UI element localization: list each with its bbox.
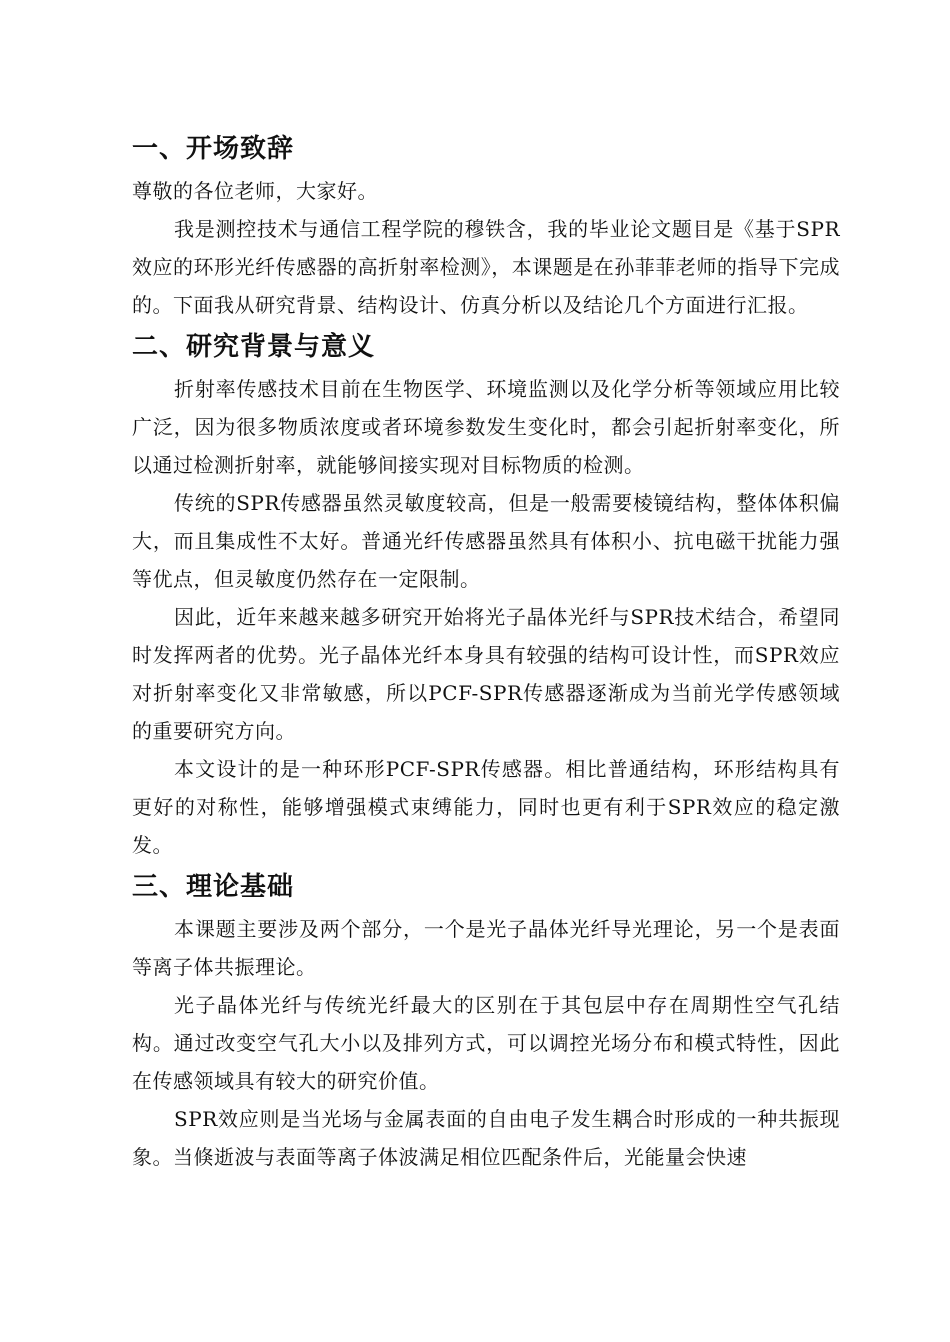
section-theoretical-basis bbox=[132, 864, 840, 1176]
greeting-paragraph: 尊敬的各位老师，大家好。 bbox=[132, 179, 378, 203]
section-heading: 一、开场致辞 bbox=[132, 134, 295, 164]
body-paragraph: 我是测控技术与通信工程学院的穆铁含，我的毕业论文题目是《基于SPR效应的环形光纤传感器的高折射率检测》，本课题是在孙菲菲老师的指导下完成的。下面我从研究背景、结构设计、仿真分析以及结论几个方面进行汇报。 bbox=[132, 217, 840, 317]
body-paragraph: 折射率传感技术目前在生物医学、环境监测以及化学分析等领域应用比较广泛，因为很多物质浓度或者环境参数发生变化时，都会引起折射率变化，所以通过检测折射率，就能够间接实现对目标物质的检测。 bbox=[132, 377, 840, 477]
body-paragraph: 因此，近年来越来越多研究开始将光子晶体光纤与SPR技术结合，希望同时发挥两者的优势。光子晶体光纤本身具有较强的结构可设计性，而SPR效应对折射率变化又非常敏感，所以PCF-SPR传感器逐渐成为当前光学传感领域的重要研究方向。 bbox=[132, 605, 840, 743]
section-opening-remarks bbox=[132, 126, 840, 324]
document-body bbox=[132, 126, 840, 1176]
section-research-background bbox=[132, 324, 840, 864]
body-paragraph: 本课题主要涉及两个部分，一个是光子晶体光纤导光理论，另一个是表面等离子体共振理论。 bbox=[132, 917, 840, 979]
body-paragraph: 光子晶体光纤与传统光纤最大的区别在于其包层中存在周期性空气孔结构。通过改变空气孔大小以及排列方式，可以调控光场分布和模式特性，因此在传感领域具有较大的研究价值。 bbox=[132, 993, 840, 1093]
body-paragraph: SPR效应则是当光场与金属表面的自由电子发生耦合时形成的一种共振现象。当倏逝波与表面等离子体波满足相位匹配条件后，光能量会快速 bbox=[132, 1107, 840, 1169]
section-heading: 二、研究背景与意义 bbox=[132, 332, 376, 362]
section-heading: 三、理论基础 bbox=[132, 872, 295, 902]
body-paragraph: 本文设计的是一种环形PCF-SPR传感器。相比普通结构，环形结构具有更好的对称性，能够增强模式束缚能力，同时也更有利于SPR效应的稳定激发。 bbox=[132, 757, 840, 857]
body-paragraph: 传统的SPR传感器虽然灵敏度较高，但是一般需要棱镜结构，整体体积偏大，而且集成性不太好。普通光纤传感器虽然具有体积小、抗电磁干扰能力强等优点，但灵敏度仍然存在一定限制。 bbox=[132, 491, 840, 591]
